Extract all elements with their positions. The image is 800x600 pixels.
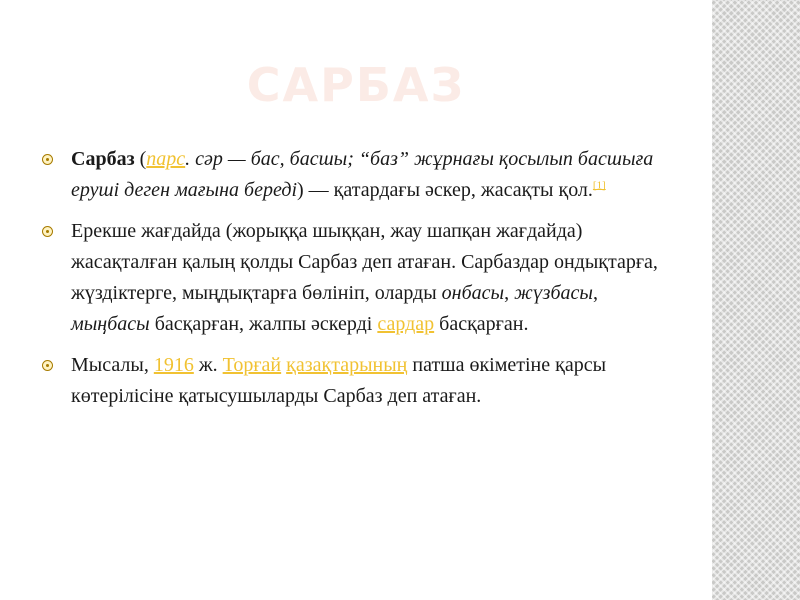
bullet-list [40, 144, 670, 422]
circled-dot-bullet-icon [42, 154, 53, 165]
text-fragment: ( [134, 148, 147, 170]
text-fragment: Мысалы, [71, 354, 154, 376]
text-fragment: басқарған. [434, 313, 529, 335]
link-pars[interactable]: парс [146, 148, 186, 170]
text-fragment: басқарған, жалпы әскерді [149, 313, 378, 335]
circled-dot-bullet-icon [42, 360, 53, 371]
term-onbasy: онбасы [441, 282, 505, 304]
etymology-body: . сәр — бас, басшы; “баз” жұрнағы қосылып басшыға еруші деген мағына береді [71, 148, 654, 201]
link-sardar[interactable]: сардар [377, 313, 435, 335]
link-1916[interactable]: 1916 [153, 354, 194, 376]
term-juzbasy: жүзбасы [514, 282, 593, 304]
list-item [40, 350, 670, 412]
text-fragment: , [504, 282, 515, 304]
list-item [40, 216, 670, 340]
term-mynbasy: мыңбасы [71, 313, 150, 335]
circled-dot-bullet-icon [42, 226, 53, 237]
text-fragment: ) — қатардағы әскер, жасақты қол. [297, 179, 593, 201]
text-fragment: Ерекше жағдайда (жорыққа шыққан, жау шапқан жағдайда) жасақталған қалың қолды Сарбаз деп атаған. Сарбаздар ондықтарға, жүздіктерге, мыңдықтарға бөлініп, оларды [71, 220, 658, 304]
decorative-side-stripe [712, 0, 800, 600]
term-sarbaz: Сарбаз [71, 148, 135, 170]
list-item [40, 144, 670, 206]
link-kazakhs[interactable]: қазақтарының [286, 354, 408, 376]
text-fragment: ж. [193, 354, 223, 376]
slide-title: САРБАЗ [246, 58, 466, 112]
text-fragment: патша өкіметіне қарсы көтерілісіне қатысушыларды Сарбаз деп атаған. [71, 354, 607, 407]
text-fragment: , [592, 282, 598, 304]
reference-link[interactable]: [1] [592, 179, 606, 192]
link-torgai[interactable]: Торғай [222, 354, 282, 376]
